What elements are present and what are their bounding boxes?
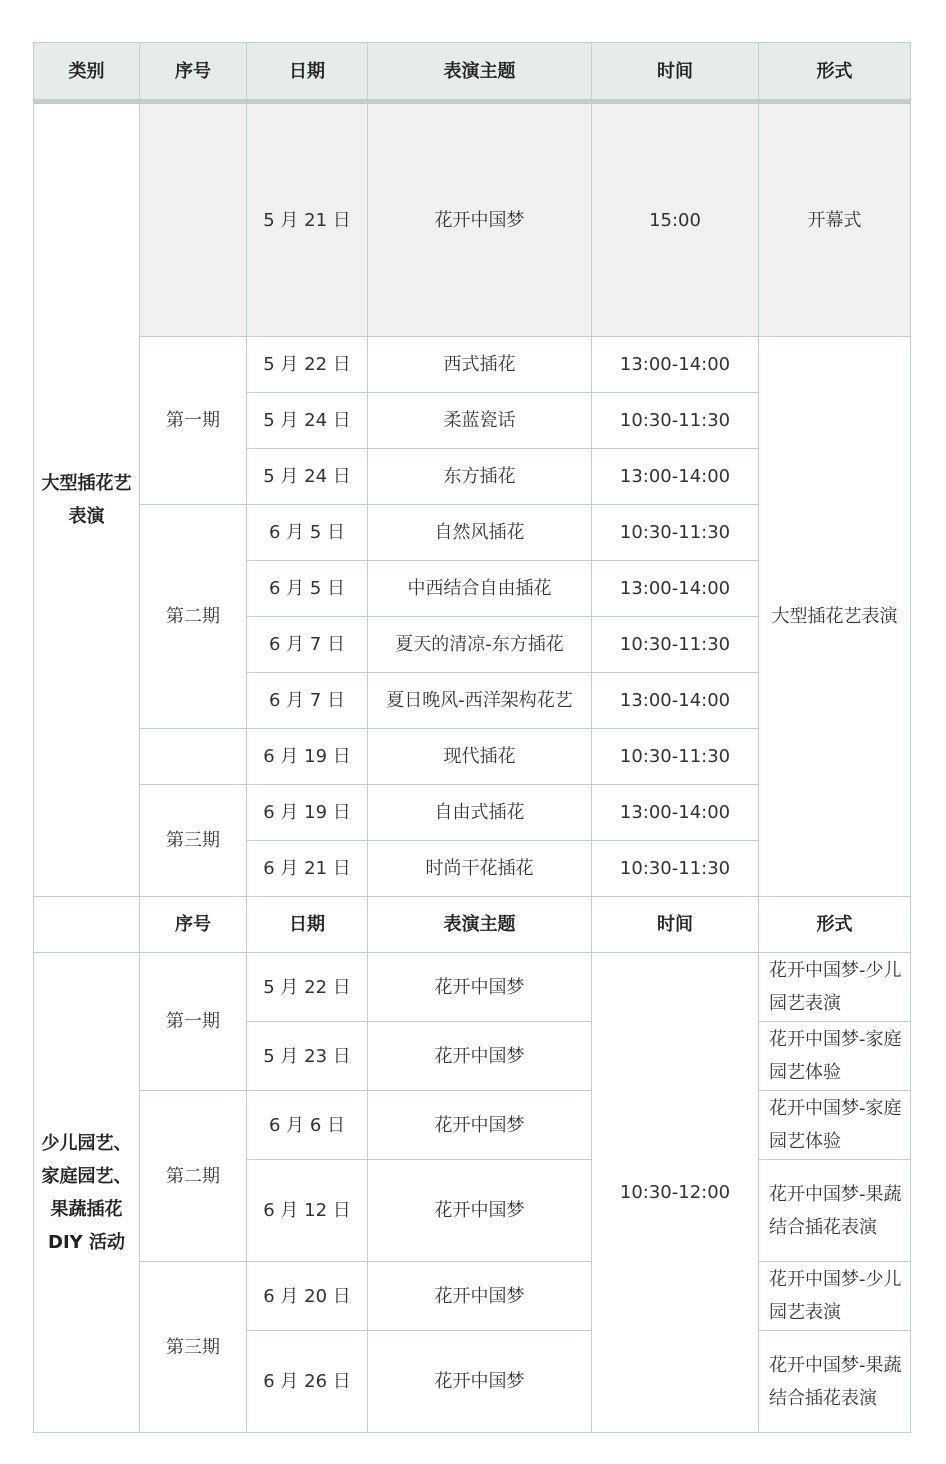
date-cell: 6 月 21 日 — [247, 841, 368, 897]
date-cell: 6 月 26 日 — [247, 1331, 368, 1433]
date-cell: 6 月 19 日 — [247, 729, 368, 785]
category-cell: 大型插花艺表演 — [34, 102, 140, 897]
form-cell: 花开中国梦-家庭园艺体验 — [759, 1091, 911, 1160]
header-row — [34, 43, 911, 102]
date-cell: 6 月 6 日 — [247, 1091, 368, 1160]
date-cell: 5 月 24 日 — [247, 393, 368, 449]
period-cell: 第一期 — [140, 337, 247, 505]
theme-cell: 花开中国梦 — [368, 102, 592, 337]
time-cell: 10:30-11:30 — [592, 505, 759, 561]
period-cell: 第三期 — [140, 1262, 247, 1433]
theme-cell: 花开中国梦 — [368, 1262, 592, 1331]
theme-cell: 花开中国梦 — [368, 1022, 592, 1091]
time-cell: 15:00 — [592, 102, 759, 337]
date-cell: 5 月 22 日 — [247, 953, 368, 1022]
period-cell: 第二期 — [140, 505, 247, 729]
time-cell: 13:00-14:00 — [592, 785, 759, 841]
theme-cell: 东方插花 — [368, 449, 592, 505]
theme-cell: 花开中国梦 — [368, 1331, 592, 1433]
index-cell-empty — [140, 729, 247, 785]
theme-cell: 夏日晚风-西洋架构花艺 — [368, 673, 592, 729]
theme-cell: 夏天的清凉-东方插花 — [368, 617, 592, 673]
table-row — [34, 953, 911, 1022]
date-cell: 6 月 20 日 — [247, 1262, 368, 1331]
time-cell: 10:30-11:30 — [592, 729, 759, 785]
time-cell: 13:00-14:00 — [592, 449, 759, 505]
theme-cell: 花开中国梦 — [368, 953, 592, 1022]
time-cell: 13:00-14:00 — [592, 337, 759, 393]
time-cell: 10:30-11:30 — [592, 617, 759, 673]
date-cell: 6 月 19 日 — [247, 785, 368, 841]
theme-cell: 柔蓝瓷话 — [368, 393, 592, 449]
time-cell: 10:30-12:00 — [592, 953, 759, 1433]
form-cell: 花开中国梦-果蔬结合插花表演 — [759, 1160, 911, 1262]
header-form: 形式 — [759, 43, 911, 102]
theme-cell: 花开中国梦 — [368, 1160, 592, 1262]
table-row — [34, 1091, 911, 1160]
index-cell-empty — [140, 102, 247, 337]
date-cell: 5 月 24 日 — [247, 449, 368, 505]
header-time: 时间 — [592, 43, 759, 102]
schedule-table — [33, 42, 911, 1433]
subheader-empty — [34, 897, 140, 953]
table-row — [34, 337, 911, 393]
time-cell: 10:30-11:30 — [592, 393, 759, 449]
theme-cell: 时尚干花插花 — [368, 841, 592, 897]
theme-cell: 中西结合自由插花 — [368, 561, 592, 617]
form-cell: 花开中国梦-果蔬结合插花表演 — [759, 1331, 911, 1433]
theme-cell: 自然风插花 — [368, 505, 592, 561]
subheader-time: 时间 — [592, 897, 759, 953]
date-cell: 6 月 7 日 — [247, 673, 368, 729]
form-cell: 花开中国梦-家庭园艺体验 — [759, 1022, 911, 1091]
date-cell: 5 月 22 日 — [247, 337, 368, 393]
date-cell: 5 月 23 日 — [247, 1022, 368, 1091]
form-cell: 花开中国梦-少儿园艺表演 — [759, 953, 911, 1022]
date-cell: 6 月 5 日 — [247, 561, 368, 617]
subheader-form: 形式 — [759, 897, 911, 953]
header-index: 序号 — [140, 43, 247, 102]
header-category: 类别 — [34, 43, 140, 102]
time-cell: 13:00-14:00 — [592, 561, 759, 617]
theme-cell: 现代插花 — [368, 729, 592, 785]
theme-cell: 西式插花 — [368, 337, 592, 393]
subheader-theme: 表演主题 — [368, 897, 592, 953]
form-cell: 大型插花艺表演 — [759, 337, 911, 897]
date-cell: 6 月 12 日 — [247, 1160, 368, 1262]
theme-cell: 自由式插花 — [368, 785, 592, 841]
header-theme: 表演主题 — [368, 43, 592, 102]
subheader-row — [34, 897, 911, 953]
theme-cell: 花开中国梦 — [368, 1091, 592, 1160]
date-cell: 6 月 7 日 — [247, 617, 368, 673]
table-row — [34, 102, 911, 337]
subheader-index: 序号 — [140, 897, 247, 953]
subheader-date: 日期 — [247, 897, 368, 953]
form-cell: 开幕式 — [759, 102, 911, 337]
header-date: 日期 — [247, 43, 368, 102]
date-cell: 6 月 5 日 — [247, 505, 368, 561]
form-cell: 花开中国梦-少儿园艺表演 — [759, 1262, 911, 1331]
table-row — [34, 1262, 911, 1331]
category-cell: 少儿园艺、家庭园艺、果蔬插花 DIY 活动 — [34, 953, 140, 1433]
time-cell: 13:00-14:00 — [592, 673, 759, 729]
period-cell: 第二期 — [140, 1091, 247, 1262]
time-cell: 10:30-11:30 — [592, 841, 759, 897]
period-cell: 第三期 — [140, 785, 247, 897]
period-cell: 第一期 — [140, 953, 247, 1091]
date-cell: 5 月 21 日 — [247, 102, 368, 337]
